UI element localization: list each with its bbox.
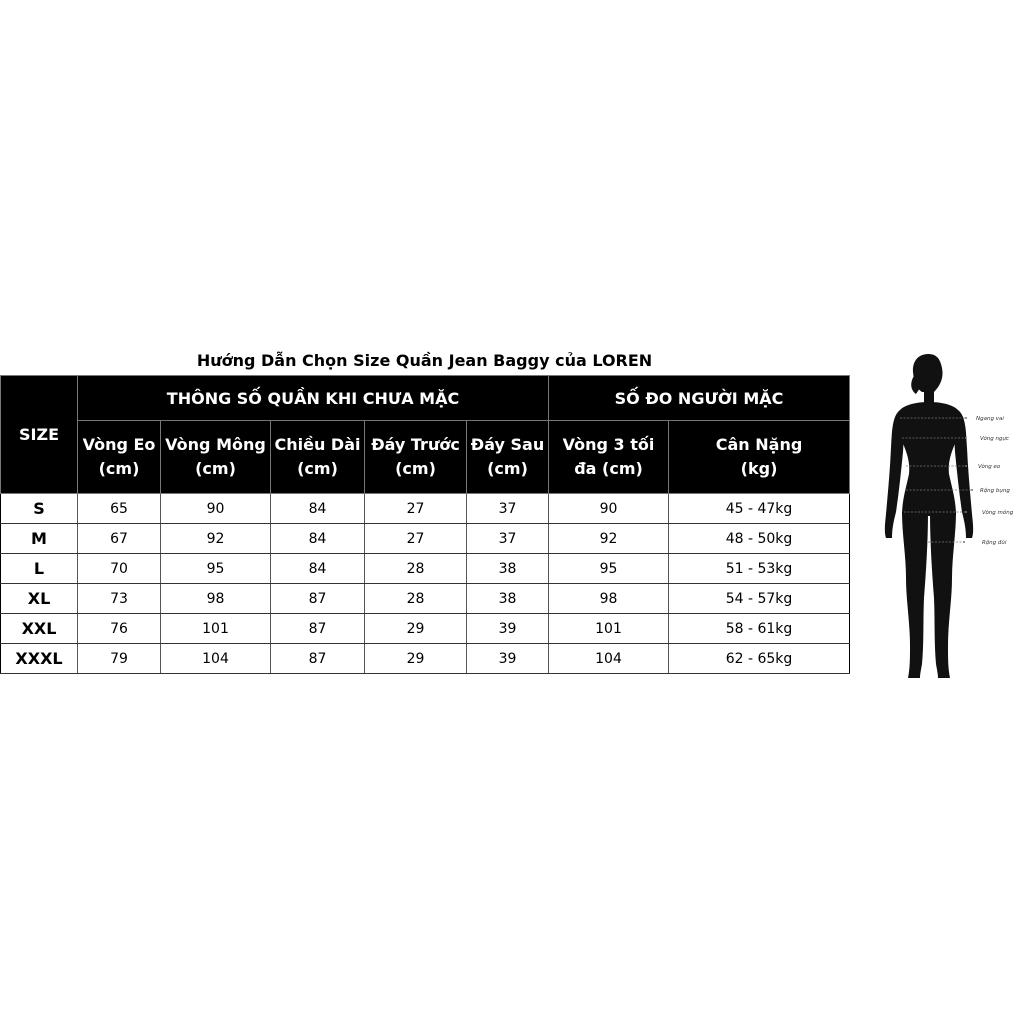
weight-cell: 58 - 61kg xyxy=(669,614,850,644)
header-column-row xyxy=(1,421,850,494)
back-rise-cell: 37 xyxy=(467,524,549,554)
weight-cell: 48 - 50kg xyxy=(669,524,850,554)
max-hip-cell: 90 xyxy=(549,494,669,524)
length-cell: 84 xyxy=(271,494,365,524)
column-header-max-hip xyxy=(549,421,669,494)
column-header-line1: Đáy Sau xyxy=(470,435,545,454)
column-header-weight xyxy=(669,421,850,494)
column-header-front-rise xyxy=(365,421,467,494)
weight-cell: 62 - 65kg xyxy=(669,644,850,674)
back-rise-cell: 38 xyxy=(467,584,549,614)
label-hip: Vòng mông xyxy=(982,510,1014,516)
column-header-line1: Vòng Mông xyxy=(165,435,266,454)
weight-cell: 45 - 47kg xyxy=(669,494,850,524)
waist-cell: 73 xyxy=(78,584,161,614)
column-header-line1: Vòng Eo xyxy=(82,435,156,454)
waist-cell: 67 xyxy=(78,524,161,554)
column-header-back-rise xyxy=(467,421,549,494)
column-header-line2: (cm) xyxy=(195,459,236,478)
hip-cell: 95 xyxy=(161,554,271,584)
max-hip-cell: 92 xyxy=(549,524,669,554)
weight-cell: 51 - 53kg xyxy=(669,554,850,584)
front-rise-cell: 28 xyxy=(365,584,467,614)
size-cell: L xyxy=(1,554,78,584)
length-cell: 87 xyxy=(271,584,365,614)
length-cell: 87 xyxy=(271,644,365,674)
garment-spec-header: THÔNG SỐ QUẦN KHI CHƯA MẶC xyxy=(78,376,549,421)
max-hip-cell: 98 xyxy=(549,584,669,614)
column-header-length xyxy=(271,421,365,494)
size-table xyxy=(0,375,850,674)
hip-cell: 104 xyxy=(161,644,271,674)
front-rise-cell: 29 xyxy=(365,614,467,644)
length-cell: 84 xyxy=(271,524,365,554)
column-header-line1: Vòng 3 tối xyxy=(562,435,655,454)
column-header-line2: (cm) xyxy=(395,459,436,478)
column-header-waist xyxy=(78,421,161,494)
front-rise-cell: 27 xyxy=(365,494,467,524)
max-hip-cell: 95 xyxy=(549,554,669,584)
column-header-line1: Đáy Trước xyxy=(371,435,460,454)
max-hip-cell: 104 xyxy=(549,644,669,674)
table-row xyxy=(1,554,850,584)
label-waist: Vòng eo xyxy=(978,464,1001,470)
column-header-line1: Cân Nặng xyxy=(715,435,803,454)
size-cell: XXL xyxy=(1,614,78,644)
column-header-line2: đa (cm) xyxy=(574,459,643,478)
length-cell: 84 xyxy=(271,554,365,584)
female-silhouette-icon xyxy=(870,352,1024,682)
size-cell: S xyxy=(1,494,78,524)
label-shoulder: Ngang vai xyxy=(976,416,1004,422)
size-cell: XXXL xyxy=(1,644,78,674)
back-rise-cell: 39 xyxy=(467,614,549,644)
size-cell: M xyxy=(1,524,78,554)
front-rise-cell: 27 xyxy=(365,524,467,554)
hip-cell: 98 xyxy=(161,584,271,614)
column-header-hip xyxy=(161,421,271,494)
label-bust: Vòng ngực xyxy=(980,436,1010,442)
table-row xyxy=(1,524,850,554)
waist-cell: 70 xyxy=(78,554,161,584)
size-chart xyxy=(0,347,849,677)
front-rise-cell: 29 xyxy=(365,644,467,674)
column-header-line2: (cm) xyxy=(98,459,140,478)
hip-cell: 90 xyxy=(161,494,271,524)
label-belly: Rộng bụng xyxy=(980,488,1010,494)
back-rise-cell: 37 xyxy=(467,494,549,524)
weight-cell: 54 - 57kg xyxy=(669,584,850,614)
size-header: SIZE xyxy=(1,376,78,494)
table-row xyxy=(1,644,850,674)
size-cell: XL xyxy=(1,584,78,614)
back-rise-cell: 39 xyxy=(467,644,549,674)
front-rise-cell: 28 xyxy=(365,554,467,584)
label-thigh: Rộng đùi xyxy=(982,540,1007,546)
table-row xyxy=(1,614,850,644)
waist-cell: 76 xyxy=(78,614,161,644)
length-cell: 87 xyxy=(271,614,365,644)
body-measurement-figure xyxy=(870,352,1024,682)
table-row xyxy=(1,584,850,614)
header-group-row xyxy=(1,376,850,421)
column-header-line2: (cm) xyxy=(297,459,338,478)
column-header-line2: (kg) xyxy=(740,459,778,478)
waist-cell: 79 xyxy=(78,644,161,674)
column-header-line2: (cm) xyxy=(487,459,528,478)
waist-cell: 65 xyxy=(78,494,161,524)
max-hip-cell: 101 xyxy=(549,614,669,644)
column-header-line1: Chiều Dài xyxy=(274,435,361,454)
chart-title: Hướng Dẫn Chọn Size Quần Jean Baggy của LOREN xyxy=(196,351,653,370)
back-rise-cell: 38 xyxy=(467,554,549,584)
wearer-measure-header: SỐ ĐO NGƯỜI MẶC xyxy=(549,376,850,421)
table-row xyxy=(1,494,850,524)
hip-cell: 92 xyxy=(161,524,271,554)
hip-cell: 101 xyxy=(161,614,271,644)
table-body xyxy=(1,494,850,674)
